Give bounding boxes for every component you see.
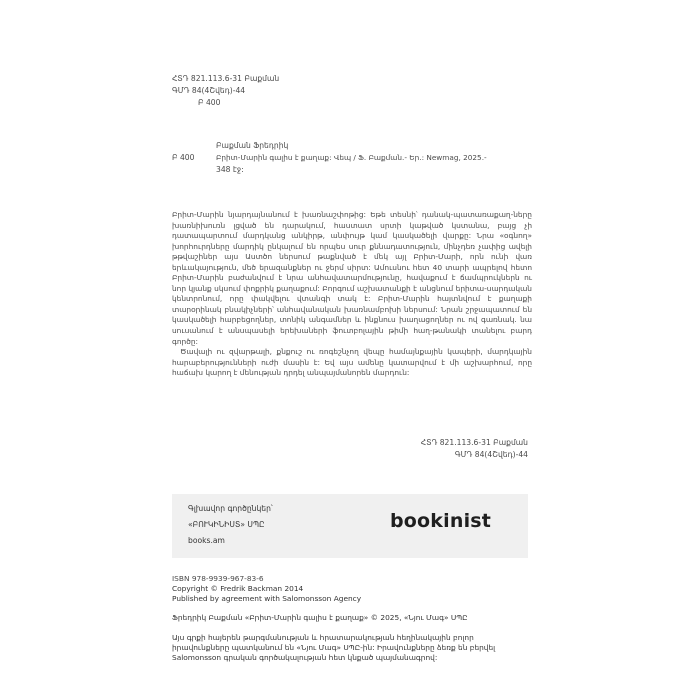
catalog-bbk-bottom: ԳՄԴ 84(4Շվեդ)-44: [454, 450, 528, 459]
catalog-udc-top: ՀՏԴ 821.113.6-31 Բաքման: [172, 74, 280, 83]
annotation-paragraph-1: Բրիտ-Մարին նյարդայնանում է խառնաշփոթից: Եթե տեսնի՝ դանակ-պատառաքաղ-ները խառնիխուռն լցված են դարակում, հաստատ սրտի կաթված կստանա, բայց չի դատապարտում մարդկանց անկիրթ, անփույթ կամ կասկածելի վարքը: Նրա «օգնող» խորհուրդները մարդիկ ընկալում են որպես սուր քննադատություն, մինչդեռ չափից ավելի թթվաշիներ այս Աստծո ներսում թաքնված է մեկ այլ Բրիտ-Մարի, որն ունի վառ երևակայություն, մեծ երազանքներ ու ջերմ սիրտ: Ամուսնու հետ 40 տարի ապրելով հետո Բրիտ-Մարին բաժանվում է նրա անհավատարմությունը, հավաքում է ճամպրուկներն ու նոր կյանք սկսում փոքրիկ քաղաքում: Բորգում աշխատանքի է անցնում երիտա-սարդական կենտրոնում, որը փակվելու վտանգի տակ է: Բրիտ-Մարին հայտնվում է քաղաքի տարօրինակ բնակիչների՝ անհավանական խառնամբոխի ներսում: Նրան շրջապատում են կասկածելի հարբեցողներ, տոնիկ անգամներ և ինքնուս խաղացողներ ու ով գառնակ. նա սուսանում է անսպասելի երեխաների ֆուտբոլային թիմի հաղ-թանակի տանելու բարդ գործը:: [172, 210, 532, 346]
rights-line-2: իրավունքները պատկանում են «Նյու Մագ» ՍՊԸ-ին: Իրավունքները ձեռք են բերվել: [172, 643, 496, 652]
partner-panel: [172, 494, 528, 558]
partner-website-link[interactable]: books.am: [188, 536, 225, 545]
rights-line-1: Այս գրքի հայերեն թարգմանության և հրատարակության հեղինակային բոլոր: [172, 633, 474, 642]
annotation-text: [172, 210, 532, 379]
partner-label: Գլխավոր գործընկեր՝: [188, 504, 273, 513]
cip-description-line2: 348 էջ:: [216, 165, 244, 174]
partner-company: «ԲՈՒԿԻՆԻՍՏ» ՍՊԸ: [188, 520, 265, 529]
bookinist-logo: bookinist: [390, 510, 492, 532]
cip-mark: Բ 400: [172, 153, 195, 162]
copyright-line: Copyright © Fredrik Backman 2014: [172, 584, 304, 593]
annotation-paragraph-2: Ծավալի ու զվարթալի, քնքուշ ու ռոգեշնչող վեպը համայնքային կապերի, մարդկային հարաբերությունների ուժի մասին է: Եվ այս ամենը կատարվում է մի աշխարհում, որը հաճախ կարող է մենության դրդել անպայմանորեն մարդուն:: [172, 347, 532, 378]
rights-line-3: Salomonsson գրական գործակալության հետ կնքած պայմանագրով:: [172, 653, 438, 662]
cip-description-line1: Բրիտ-Մարին գալիս է քաղաք: Վեպ / Ֆ. Բաքման.- Եր.: Newmag, 2025.-: [216, 153, 487, 162]
catalog-udc-bottom: ՀՏԴ 821.113.6-31 Բաքման: [420, 438, 528, 447]
isbn: ISBN 978-9939-967-83-6: [172, 574, 264, 583]
catalog-bbk-top: ԳՄԴ 84(4Շվեդ)-44: [172, 86, 246, 95]
published-line: Published by agreement with Salomonsson Agency: [172, 594, 362, 603]
cip-author: Բաքման Ֆրեդրիկ: [216, 141, 289, 150]
translation-copyright: Ֆրեդրիկ Բաքման «Բրիտ-Մարին գալիս է քաղաք» © 2025, «Նյու Մագ» ՍՊԸ: [172, 613, 468, 622]
catalog-author-mark: Բ 400: [198, 98, 221, 107]
